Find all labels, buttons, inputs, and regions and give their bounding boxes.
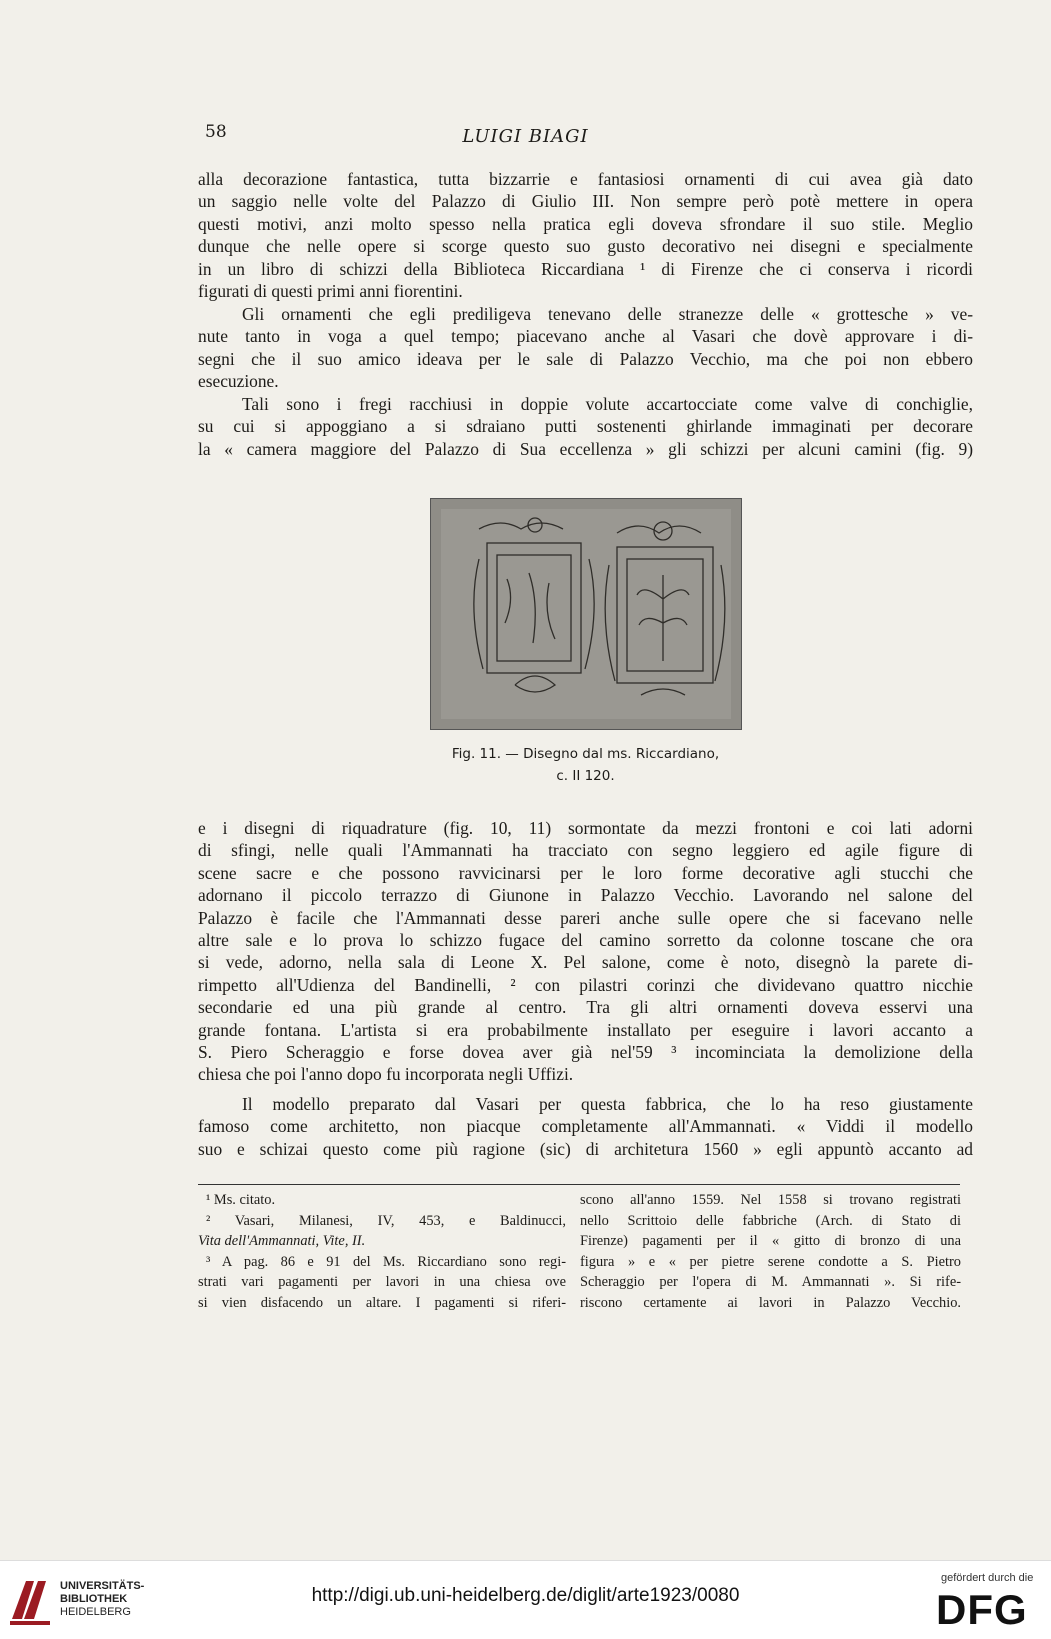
text-line: Tali sono i fregi racchiusi in doppie volute accartocciate come valve di conchiglie, xyxy=(242,394,973,414)
footnotes-right-column xyxy=(580,1190,961,1313)
library-name-line: UNIVERSITÄTS- xyxy=(60,1580,145,1592)
library-name-line: BIBLIOTHEK xyxy=(60,1593,128,1605)
text-line: secondarie ed una più grande al centro. Tra gli altri ornamenti doveva esservi una xyxy=(198,997,973,1018)
figure-caption xyxy=(398,743,773,787)
text-line: su cui si appoggiano a si sdraiano putti sostenenti ghirlande immaginati per decorare xyxy=(198,416,973,437)
text-line: S. Piero Scheraggio e forse dovea aver già nel'59 ³ incominciata la demolizione della xyxy=(198,1042,973,1063)
text-line: si vede, adorno, nella sala di Leone X. Pel salone, come è noto, disegnò la parete di- xyxy=(198,952,973,973)
dfg-logo: DFG xyxy=(936,1586,1028,1633)
text-line: e i disegni di riquadrature (fig. 10, 11) sormontate da mezzi frontoni e coi lati adorni xyxy=(198,818,973,838)
running-title: LUIGI BIAGI xyxy=(462,126,589,147)
footnote-line: strati vari pagamenti per lavori in una chiesa ove xyxy=(198,1274,566,1290)
paragraph-4 xyxy=(198,817,973,1086)
footnote-line: Firenze) pagamenti per il « gitto di bronzo di una xyxy=(580,1233,961,1249)
text-line: alla decorazione fantastica, tutta bizzarrie e fantasiosi ornamenti di cui avea già dato xyxy=(198,169,973,189)
footnote-line: nello Scrittoio delle fabbriche (Arch. di Stato di xyxy=(580,1212,961,1229)
paragraph-2 xyxy=(198,303,973,393)
text-line: questi motivi, anzi molto spesso nella pratica egli doveva sfrondare il suo stile. Meglio xyxy=(198,213,973,234)
drawing-illustration xyxy=(431,499,741,729)
text-line: altre sale e lo prova lo schizzo fugace del camino sorretto da colonne toscane che ora xyxy=(198,930,973,951)
text-line: chiesa che poi l'anno dopo fu incorporata negli Uffizi. xyxy=(198,1064,574,1085)
text-line: Gli ornamenti che egli prediligeva tenevano delle stranezze delle « grottesche » ve- xyxy=(242,304,973,324)
footnote-line: scono all'anno 1559. Nel 1558 si trovano registrati xyxy=(580,1192,961,1208)
sketch-figure xyxy=(430,498,742,730)
footnote-line: figura » e « per pietre serene condotte a S. Pietro xyxy=(580,1253,961,1270)
text-line: scene sacre e che possono ravvicinarsi per le loro forme decorative agli stucchi che xyxy=(198,862,973,883)
text-line: rimpetto all'Udienza del Bandinelli, ² con pilastri corinzi che dividevano quattro nicchie xyxy=(198,974,973,995)
text-line: grande fontana. L'artista si era probabilmente installato per eseguire i lavori accanto a xyxy=(198,1019,973,1040)
footnote-divider xyxy=(198,1184,960,1185)
funded-by-label: gefördert durch die xyxy=(941,1572,1034,1584)
text-line: esecuzione. xyxy=(198,371,279,392)
text-line: famoso come architetto, non piacque completamente all'Ammannati. « Viddi il modello xyxy=(198,1116,973,1137)
text-line: nute tanto in voga a quel tempo; piacevano anche al Vasari che dovè approvare i di- xyxy=(198,326,973,347)
caption-line-1: Fig. 11. — Disegno dal ms. Riccardiano, xyxy=(451,746,720,762)
footnote-line: Vita dell'Ammannati, Vite, II. xyxy=(198,1233,366,1249)
text-line: Il modello preparato dal Vasari per questa fabbrica, che lo ha reso giustamente xyxy=(242,1094,973,1114)
footnote-line: si vien disfacendo un altare. I pagamenti si riferi- xyxy=(198,1294,566,1311)
footnote-line: ³ A pag. 86 e 91 del Ms. Riccardiano sono regi- xyxy=(206,1253,566,1270)
footnote-line: ¹ Ms. citato. xyxy=(206,1192,276,1208)
paragraph-3 xyxy=(198,393,973,460)
viewer-footer xyxy=(0,1560,1051,1639)
text-line: figurati di questi primi anni fiorentini. xyxy=(198,281,463,302)
library-name-line: HEIDELBERG xyxy=(60,1606,131,1618)
text-line: di sfingi, nelle quali l'Ammannati ha tracciato con segno leggiero ed agile figure di xyxy=(198,840,973,861)
text-line: Palazzo è facile che l'Ammannati desse pareri anche sulle opere che si facevano nelle xyxy=(198,907,973,928)
footnote-line: Scheraggio per l'opera di M. Ammannati ». Si rife- xyxy=(580,1274,961,1290)
caption-line-2: c. II 120. xyxy=(556,768,615,784)
text-line: dunque che nelle opere si scorge questo suo gusto decorativo nei disegni e specialmente xyxy=(198,236,973,257)
permalink-url[interactable]: http://digi.ub.uni-heidelberg.de/diglit/arte1923/0080 xyxy=(311,1585,740,1606)
paragraph-1 xyxy=(198,168,973,302)
text-line: in un libro di schizzi della Biblioteca Riccardiana ¹ di Firenze che ci conserva i ricordi xyxy=(198,258,973,279)
text-line: adornano il piccolo terrazzo di Giunone in Palazzo Vecchio. Lavorando nel salone del xyxy=(198,885,973,906)
footnote-line: riscono certamente ai lavori in Palazzo Vecchio. xyxy=(580,1294,961,1311)
paragraph-5 xyxy=(198,1093,973,1160)
text-line: segni che il suo amico ideava per le sale di Palazzo Vecchio, ma che poi non ebbero xyxy=(198,348,973,369)
text-line: suo e schizai questo come più ragione (sic) di architetura 1560 » egli appuntò accanto ad xyxy=(198,1138,973,1159)
page-number: 58 xyxy=(205,122,227,142)
footnotes-left-column xyxy=(198,1190,566,1313)
footnote-line: ² Vasari, Milanesi, IV, 453, e Baldinucci, xyxy=(206,1212,566,1229)
text-line: la « camera maggiore del Palazzo di Sua eccellenza » gli schizzi per alcuni camini (fig. 9) xyxy=(198,438,973,459)
text-line: un saggio nelle volte del Palazzo di Giulio III. Non sempre però potè mettere in opera xyxy=(198,191,973,212)
